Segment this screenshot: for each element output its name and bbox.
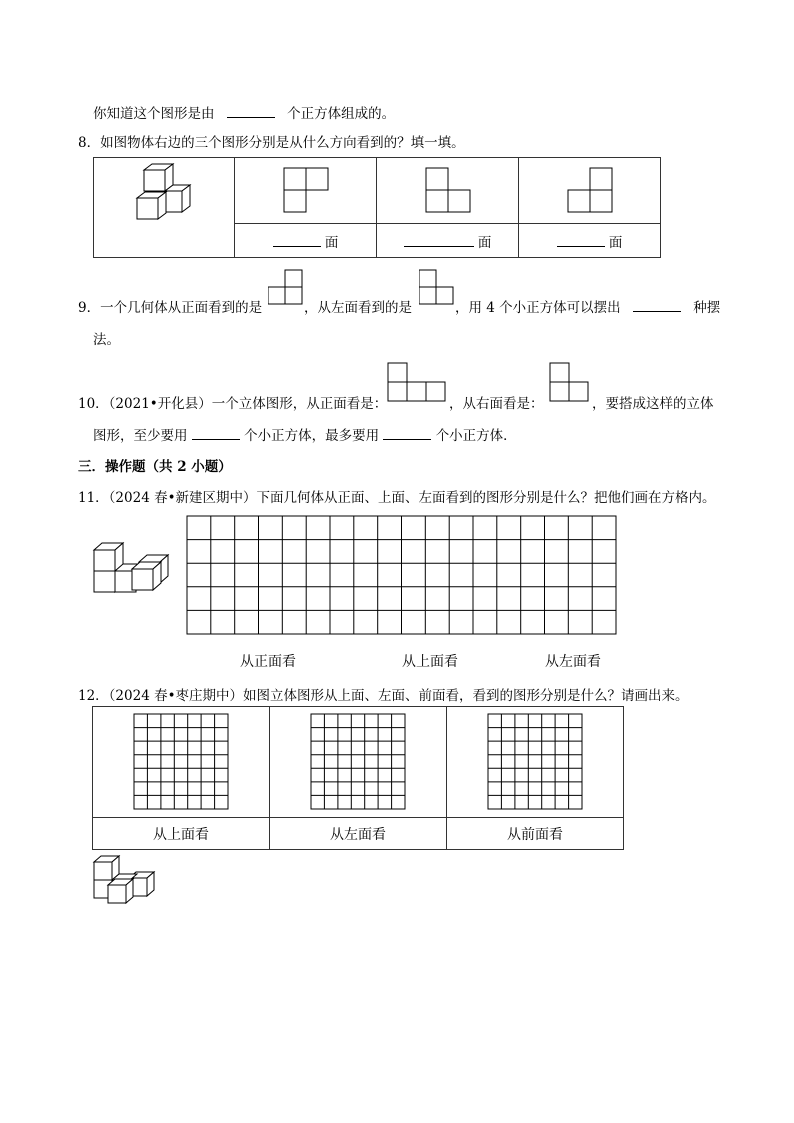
q11-label-front: 从正面看	[240, 654, 296, 670]
q11-question: 11．（2024 春•新建区期中）下面几何体从正面、上面、左面看到的图形分别是什么？把他们画在方格内。	[78, 490, 716, 506]
q12-grid-left[interactable]	[310, 713, 406, 811]
q8-table	[93, 157, 661, 258]
q9-answer-blank[interactable]	[633, 297, 681, 312]
q8-view-cell-2	[377, 158, 519, 224]
q11-drawing-grid[interactable]	[186, 515, 618, 637]
section-3-title: 三．操作题（共 2 小题）	[78, 459, 232, 475]
q11-label-top: 从上面看	[402, 654, 458, 670]
q10-right-view	[549, 362, 591, 402]
q8-suffix-1: 面	[324, 234, 339, 251]
q8-suffix-2: 面	[477, 234, 492, 251]
q9-text-5: 法。	[93, 332, 120, 348]
q10-text-2: ，从右面看是：	[449, 396, 544, 412]
q12-label-front: 从前面看	[447, 818, 624, 850]
q7-line	[93, 102, 395, 122]
q12-solid-figure	[92, 854, 162, 906]
q12-label-top: 从上面看	[93, 818, 270, 850]
q8-question: 8．如图物体右边的三个图形分别是从什么方向看到的？填一填。	[78, 135, 465, 151]
q8-answer-cell-3	[519, 224, 661, 258]
q8-answer-blank-2[interactable]	[404, 232, 474, 247]
q8-view-2	[377, 158, 518, 223]
q12-grid-cell-2	[270, 707, 447, 818]
q9-text-3: ，用 4 个小正方体可以摆出	[455, 300, 621, 316]
q8-solid-cell	[94, 158, 235, 258]
q12-grid-front[interactable]	[487, 713, 583, 811]
q12-grid-cell-1	[93, 707, 270, 818]
q10-max-blank[interactable]	[383, 425, 431, 440]
q12-table	[92, 706, 624, 850]
q7-answer-blank[interactable]	[227, 103, 275, 118]
q8-view-cell-3	[519, 158, 661, 224]
q10-text-4: 图形，至少要用	[93, 428, 188, 444]
q10-text-6: 个小正方体．	[435, 428, 517, 444]
q8-view-3	[519, 158, 660, 223]
q9-front-view	[268, 268, 304, 306]
q12-grid-top[interactable]	[133, 713, 229, 811]
q9-text-2: ，从左面看到的是	[304, 300, 412, 316]
q10-line-2	[93, 424, 517, 444]
q7-text-before: 你知道这个图形是由	[93, 106, 215, 122]
q8-solid-figure	[94, 158, 234, 257]
q9-line-1b	[455, 296, 720, 316]
q10-front-view	[386, 362, 446, 402]
q12-grid-cell-3	[447, 707, 624, 818]
q9-left-view	[419, 268, 455, 306]
q10-text-5: 个小正方体，最多要用	[244, 428, 380, 444]
q9-text-1: 9．一个几何体从正面看到的是	[78, 300, 263, 316]
q8-answer-cell-1	[235, 224, 377, 258]
q8-answer-blank-3[interactable]	[557, 232, 605, 247]
q8-view-cell-1	[235, 158, 377, 224]
q8-suffix-3: 面	[608, 234, 623, 251]
q12-question: 12．（2024 春•枣庄期中）如图立体图形从上面、左面、前面看，看到的图形分别是什么？请画出来。	[78, 688, 689, 704]
q9-line-1	[78, 296, 262, 316]
q7-text-after: 个正方体组成的。	[287, 106, 396, 122]
q10-min-blank[interactable]	[192, 425, 240, 440]
q10-text-1: 10．（2021•开化县）一个立体图形，从正面看是：	[78, 396, 388, 412]
q11-solid-figure	[92, 540, 174, 600]
q12-label-left: 从左面看	[270, 818, 447, 850]
q11-label-left: 从左面看	[545, 654, 601, 670]
q8-answer-cell-2	[377, 224, 519, 258]
q10-text-3: ，要搭成这样的立体	[592, 396, 714, 412]
q8-view-1	[235, 158, 376, 223]
q9-text-4: 种摆	[693, 300, 721, 316]
q8-answer-blank-1[interactable]	[273, 232, 321, 247]
